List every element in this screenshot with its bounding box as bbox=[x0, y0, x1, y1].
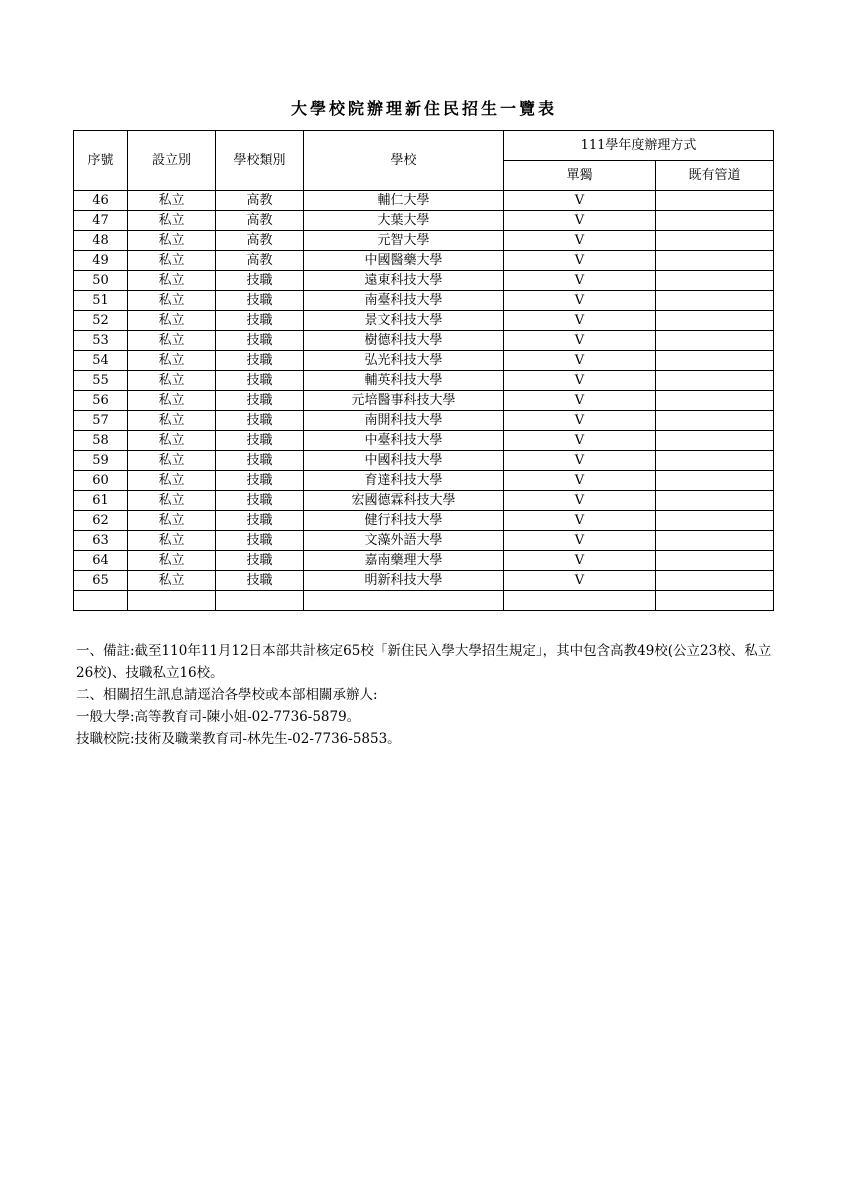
cell-type: 私立 bbox=[128, 351, 216, 371]
cell-no: 64 bbox=[74, 551, 128, 571]
cell-category: 技職 bbox=[216, 411, 304, 431]
cell-no: 48 bbox=[74, 231, 128, 251]
cell-category: 技職 bbox=[216, 551, 304, 571]
table-row-empty bbox=[74, 591, 774, 611]
cell-school: 樹德科技大學 bbox=[304, 331, 504, 351]
cell-category: 技職 bbox=[216, 431, 304, 451]
cell-school: 嘉南藥理大學 bbox=[304, 551, 504, 571]
cell-type: 私立 bbox=[128, 331, 216, 351]
page-title: 大學校院辦理新住民招生一覽表 bbox=[290, 99, 557, 118]
cell-category: 技職 bbox=[216, 531, 304, 551]
cell-category: 高教 bbox=[216, 251, 304, 271]
table-row bbox=[74, 271, 774, 291]
cell-no: 62 bbox=[74, 511, 128, 531]
table-row bbox=[74, 331, 774, 351]
cell-school: 健行科技大學 bbox=[304, 511, 504, 531]
table-row bbox=[74, 531, 774, 551]
cell-empty bbox=[504, 591, 656, 611]
cell-existing bbox=[656, 251, 774, 271]
table-row bbox=[74, 451, 774, 471]
cell-single: V bbox=[504, 231, 656, 251]
cell-existing bbox=[656, 331, 774, 351]
cell-single: V bbox=[504, 451, 656, 471]
table-row bbox=[74, 391, 774, 411]
cell-single: V bbox=[504, 511, 656, 531]
cell-school: 輔英科技大學 bbox=[304, 371, 504, 391]
cell-no: 54 bbox=[74, 351, 128, 371]
cell-school: 輔仁大學 bbox=[304, 191, 504, 211]
table-row bbox=[74, 491, 774, 511]
table-row bbox=[74, 211, 774, 231]
cell-type: 私立 bbox=[128, 271, 216, 291]
cell-no: 61 bbox=[74, 491, 128, 511]
cell-no: 51 bbox=[74, 291, 128, 311]
cell-type: 私立 bbox=[128, 251, 216, 271]
table-row bbox=[74, 411, 774, 431]
cell-existing bbox=[656, 411, 774, 431]
cell-existing bbox=[656, 311, 774, 331]
cell-empty bbox=[656, 591, 774, 611]
cell-existing bbox=[656, 351, 774, 371]
header-existing: 既有管道 bbox=[656, 161, 774, 191]
cell-school: 明新科技大學 bbox=[304, 571, 504, 591]
table-row bbox=[74, 191, 774, 211]
cell-type: 私立 bbox=[128, 531, 216, 551]
cell-school: 弘光科技大學 bbox=[304, 351, 504, 371]
cell-no: 57 bbox=[74, 411, 128, 431]
note-contact-technical: 技職校院:技術及職業教育司-林先生-02-7736-5853。 bbox=[76, 731, 401, 747]
cell-type: 私立 bbox=[128, 551, 216, 571]
header-no: 序號 bbox=[74, 131, 128, 191]
cell-category: 技職 bbox=[216, 331, 304, 351]
cell-existing bbox=[656, 191, 774, 211]
cell-type: 私立 bbox=[128, 191, 216, 211]
cell-no: 50 bbox=[74, 271, 128, 291]
cell-single: V bbox=[504, 191, 656, 211]
table-row bbox=[74, 231, 774, 251]
cell-category: 高教 bbox=[216, 191, 304, 211]
header-school: 學校 bbox=[304, 131, 504, 191]
cell-no: 53 bbox=[74, 331, 128, 351]
table-row bbox=[74, 511, 774, 531]
cell-type: 私立 bbox=[128, 371, 216, 391]
cell-existing bbox=[656, 231, 774, 251]
cell-no: 63 bbox=[74, 531, 128, 551]
school-table bbox=[73, 130, 774, 611]
header-type: 設立別 bbox=[128, 131, 216, 191]
cell-school: 元智大學 bbox=[304, 231, 504, 251]
cell-school: 中國醫藥大學 bbox=[304, 251, 504, 271]
cell-no: 55 bbox=[74, 371, 128, 391]
cell-single: V bbox=[504, 251, 656, 271]
cell-no: 46 bbox=[74, 191, 128, 211]
cell-existing bbox=[656, 211, 774, 231]
cell-existing bbox=[656, 551, 774, 571]
cell-no: 47 bbox=[74, 211, 128, 231]
cell-existing bbox=[656, 371, 774, 391]
cell-type: 私立 bbox=[128, 291, 216, 311]
table-row bbox=[74, 351, 774, 371]
cell-school: 景文科技大學 bbox=[304, 311, 504, 331]
cell-category: 技職 bbox=[216, 491, 304, 511]
cell-school: 宏國德霖科技大學 bbox=[304, 491, 504, 511]
cell-single: V bbox=[504, 551, 656, 571]
cell-single: V bbox=[504, 271, 656, 291]
cell-empty bbox=[128, 591, 216, 611]
cell-type: 私立 bbox=[128, 511, 216, 531]
cell-category: 技職 bbox=[216, 371, 304, 391]
cell-type: 私立 bbox=[128, 311, 216, 331]
cell-category: 技職 bbox=[216, 291, 304, 311]
table-row bbox=[74, 471, 774, 491]
cell-single: V bbox=[504, 391, 656, 411]
note-remark: 一、備註:截至110年11月12日本部共計核定65校「新住民入學大學招生規定」，其中包含高教49校(公立23校、私立26校)、技職私立16校。 bbox=[76, 643, 772, 681]
table-row bbox=[74, 571, 774, 591]
cell-no: 59 bbox=[74, 451, 128, 471]
cell-category: 技職 bbox=[216, 451, 304, 471]
cell-single: V bbox=[504, 471, 656, 491]
cell-category: 技職 bbox=[216, 351, 304, 371]
cell-school: 中國科技大學 bbox=[304, 451, 504, 471]
cell-empty bbox=[74, 591, 128, 611]
cell-school: 中臺科技大學 bbox=[304, 431, 504, 451]
cell-existing bbox=[656, 451, 774, 471]
cell-single: V bbox=[504, 531, 656, 551]
cell-type: 私立 bbox=[128, 471, 216, 491]
cell-no: 52 bbox=[74, 311, 128, 331]
cell-single: V bbox=[504, 571, 656, 591]
cell-school: 南臺科技大學 bbox=[304, 291, 504, 311]
cell-single: V bbox=[504, 431, 656, 451]
header-single: 單獨 bbox=[504, 161, 656, 191]
cell-type: 私立 bbox=[128, 571, 216, 591]
cell-empty bbox=[216, 591, 304, 611]
cell-existing bbox=[656, 531, 774, 551]
cell-type: 私立 bbox=[128, 231, 216, 251]
header-method-group: 111學年度辦理方式 bbox=[504, 131, 774, 161]
cell-single: V bbox=[504, 291, 656, 311]
cell-no: 60 bbox=[74, 471, 128, 491]
cell-existing bbox=[656, 471, 774, 491]
cell-type: 私立 bbox=[128, 211, 216, 231]
cell-existing bbox=[656, 431, 774, 451]
cell-type: 私立 bbox=[128, 431, 216, 451]
cell-existing bbox=[656, 291, 774, 311]
cell-existing bbox=[656, 571, 774, 591]
cell-no: 65 bbox=[74, 571, 128, 591]
cell-school: 元培醫事科技大學 bbox=[304, 391, 504, 411]
cell-no: 49 bbox=[74, 251, 128, 271]
cell-category: 技職 bbox=[216, 571, 304, 591]
cell-single: V bbox=[504, 491, 656, 511]
cell-existing bbox=[656, 391, 774, 411]
cell-category: 技職 bbox=[216, 511, 304, 531]
note-contact-intro: 二、相關招生訊息請逕洽各學校或本部相關承辦人: bbox=[76, 687, 378, 703]
cell-single: V bbox=[504, 371, 656, 391]
cell-no: 56 bbox=[74, 391, 128, 411]
cell-single: V bbox=[504, 351, 656, 371]
cell-category: 高教 bbox=[216, 231, 304, 251]
cell-type: 私立 bbox=[128, 451, 216, 471]
note-contact-general: 一般大學:高等教育司-陳小姐-02-7736-5879。 bbox=[76, 709, 361, 725]
header-category: 學校類別 bbox=[216, 131, 304, 191]
cell-existing bbox=[656, 491, 774, 511]
cell-school: 文藻外語大學 bbox=[304, 531, 504, 551]
cell-single: V bbox=[504, 211, 656, 231]
cell-category: 技職 bbox=[216, 311, 304, 331]
table-row bbox=[74, 251, 774, 271]
cell-type: 私立 bbox=[128, 391, 216, 411]
cell-school: 南開科技大學 bbox=[304, 411, 504, 431]
cell-category: 技職 bbox=[216, 271, 304, 291]
table-row bbox=[74, 291, 774, 311]
table-row bbox=[74, 551, 774, 571]
table-row bbox=[74, 311, 774, 331]
cell-category: 高教 bbox=[216, 211, 304, 231]
cell-category: 技職 bbox=[216, 391, 304, 411]
cell-school: 育達科技大學 bbox=[304, 471, 504, 491]
table-body bbox=[74, 191, 774, 611]
cell-no: 58 bbox=[74, 431, 128, 451]
cell-type: 私立 bbox=[128, 491, 216, 511]
cell-single: V bbox=[504, 331, 656, 351]
cell-single: V bbox=[504, 311, 656, 331]
cell-school: 大葉大學 bbox=[304, 211, 504, 231]
cell-existing bbox=[656, 271, 774, 291]
cell-category: 技職 bbox=[216, 471, 304, 491]
cell-type: 私立 bbox=[128, 411, 216, 431]
table-row bbox=[74, 431, 774, 451]
table-row bbox=[74, 371, 774, 391]
notes-section bbox=[76, 640, 776, 750]
cell-empty bbox=[304, 591, 504, 611]
cell-single: V bbox=[504, 411, 656, 431]
cell-existing bbox=[656, 511, 774, 531]
cell-school: 遠東科技大學 bbox=[304, 271, 504, 291]
